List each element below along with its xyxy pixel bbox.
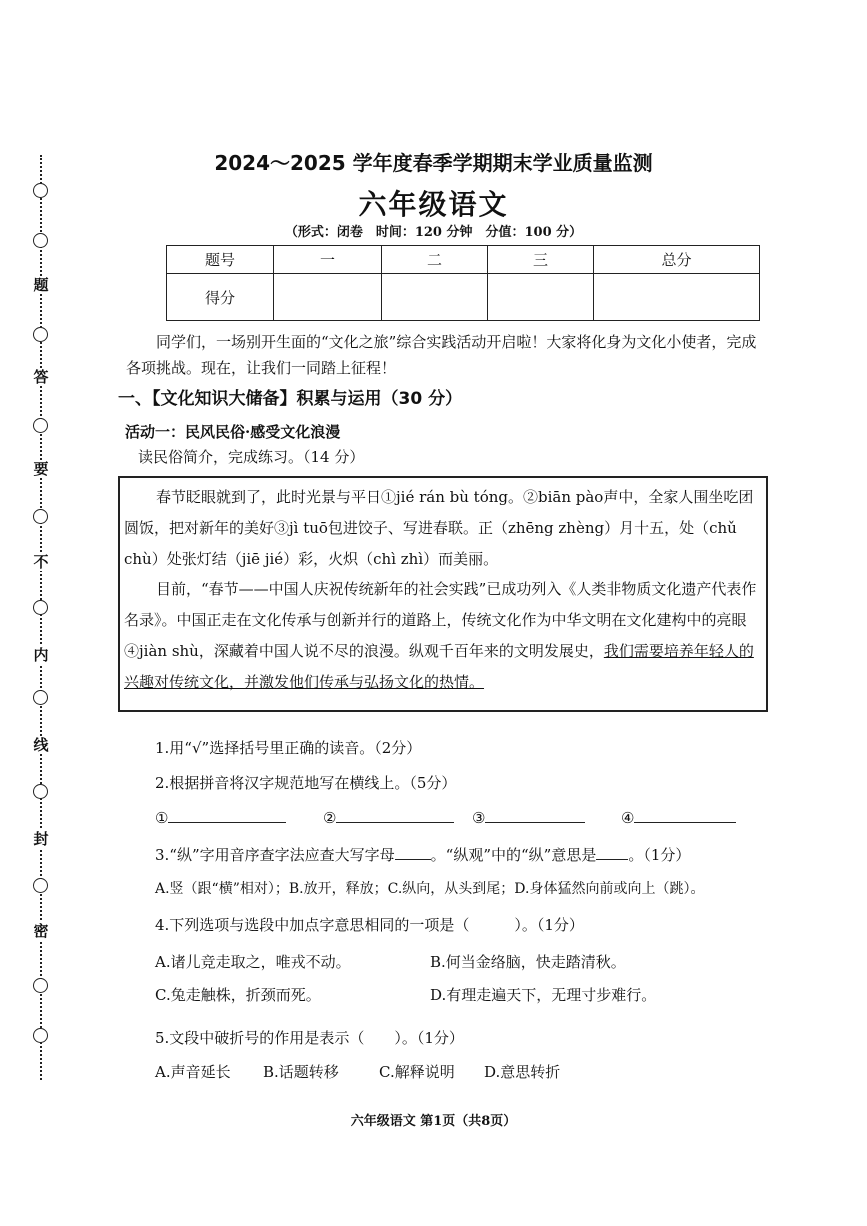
- answer-blank[interactable]: [485, 807, 585, 823]
- margin-circle: [33, 878, 48, 893]
- section-title: 一、【文化知识大储备】积累与运用（30 分）: [118, 389, 463, 409]
- q5-option: A.声音延长: [155, 1063, 231, 1081]
- answer-blank[interactable]: [395, 844, 431, 860]
- margin-char: 内: [31, 646, 51, 664]
- score-table-header: 一: [274, 246, 382, 274]
- answer-blank[interactable]: [336, 807, 454, 823]
- question-3-options: A.竖（跟“横”相对）；B.放开，释放；C.纵向，从头到尾；D.身体猛然向前或向上（跳）。: [155, 881, 705, 897]
- underlined-sentence: 我们需要培养年轻人的兴趣对传统文化，并激发他们传承与弘扬文化的热情。: [124, 642, 754, 691]
- margin-circle: [33, 1028, 48, 1043]
- subject-title: 六年级语文: [358, 188, 509, 221]
- score-table-header: 总分: [594, 246, 760, 274]
- margin-circle: [33, 327, 48, 342]
- answer-blank[interactable]: [596, 844, 628, 860]
- q2-blank-group: [155, 807, 286, 827]
- margin-circle: [33, 509, 48, 524]
- question-1: 1.用“√”选择括号里正确的读音。（2分）: [155, 739, 422, 757]
- passage-text: 目前，“春节——中国人庆祝传统新年的社会实践”已成功列入《人类非物质文化遗产代表作名录》。中国正走在文化传承与创新并行的道路上，传统文化作为中华文明在文化建构中的亮眼④jiàn shù，深藏着中国人说不尽的浪漫。纵观千百年来的文明发展史，: [124, 580, 757, 660]
- margin-char: 密: [31, 922, 51, 940]
- intro-paragraph: 同学们，一场别开生面的“文化之旅”综合实践活动开启啦！大家将化身为文化小使者，完成各项挑战。现在，让我们一同踏上征程！: [126, 333, 757, 377]
- q2-blank-group: [621, 807, 736, 827]
- margin-circle: [33, 978, 48, 993]
- score-cell[interactable]: [594, 274, 760, 321]
- margin-circle: [33, 418, 48, 433]
- q2-blank-group: [472, 807, 585, 827]
- instruction: 读民俗简介，完成练习。（14 分）: [138, 448, 365, 466]
- q4-option: D.有理走遍天下，无理寸步难行。: [430, 986, 657, 1004]
- activity-title: 活动一：民风民俗·感受文化浪漫: [125, 423, 341, 441]
- score-table-header: 二: [382, 246, 488, 274]
- margin-char: 要: [31, 460, 51, 478]
- score-table: [166, 245, 760, 321]
- q5-option: D.意思转折: [484, 1063, 561, 1081]
- blank-label: ④: [621, 809, 635, 827]
- margin-circle: [33, 784, 48, 799]
- answer-blank[interactable]: [168, 807, 286, 823]
- blank-label: ③: [472, 809, 486, 827]
- margin-char: 题: [31, 276, 51, 294]
- margin-char: 封: [31, 830, 51, 848]
- question-3: [155, 844, 690, 865]
- margin-char: 线: [31, 736, 51, 754]
- q2-blank-group: [323, 807, 454, 827]
- q4-option: A.诸儿竞走取之，唯戎不动。: [155, 953, 351, 971]
- question-4: 4.下列选项与选段中加点字意思相同的一项是（ ）。（1分）: [155, 916, 584, 934]
- margin-circle: [33, 690, 48, 705]
- score-cell[interactable]: [488, 274, 594, 321]
- question-2: 2.根据拼音将汉字规范地写在横线上。（5分）: [155, 774, 457, 792]
- margin-char: 答: [31, 368, 51, 386]
- page-footer: 六年级语文 第1页（共8页）: [350, 1114, 517, 1129]
- answer-blank[interactable]: [634, 807, 736, 823]
- score-label: 得分: [167, 274, 274, 321]
- exam-info: （形式：闭卷 时间：120 分钟 分值：100 分）: [284, 225, 583, 240]
- margin-circle: [33, 600, 48, 615]
- score-cell[interactable]: [274, 274, 382, 321]
- blank-label: ②: [323, 809, 337, 827]
- margin-char: 不: [31, 553, 51, 571]
- q5-option: B.话题转移: [263, 1063, 339, 1081]
- passage-paragraph: [124, 574, 764, 698]
- q4-option: B.何当金络脑，快走踏清秋。: [430, 953, 626, 971]
- question-3-text: 。（1分）: [628, 846, 691, 864]
- question-3-text: 。“纵观”中的“纵”意思是: [430, 846, 597, 864]
- passage-paragraph: 春节眨眼就到了，此时光景与平日①jié rán bù tóng。②biān pào声中，全家人围坐吃团圆饭，把对新年的美好③jì tuō包进饺子、写进春联。正（zhēng zhèng）月十五，处（chǔ chù）处张灯结（jiē jié）彩，火炽（chì zhì）而美丽。: [124, 488, 754, 568]
- q5-option: C.解释说明: [379, 1063, 455, 1081]
- question-3-text: 3.“纵”字用音序查字法应查大写字母: [155, 846, 395, 864]
- q4-option: C.兔走触株，折颈而死。: [155, 986, 321, 1004]
- blank-label: ①: [155, 809, 169, 827]
- question-5: 5.文段中破折号的作用是表示（ ）。（1分）: [155, 1029, 464, 1047]
- exam-title: 2024～2025 学年度春季学期期末学业质量监测: [214, 151, 653, 175]
- score-table-header: 三: [488, 246, 594, 274]
- score-cell[interactable]: [382, 274, 488, 321]
- score-table-header: 题号: [167, 246, 274, 274]
